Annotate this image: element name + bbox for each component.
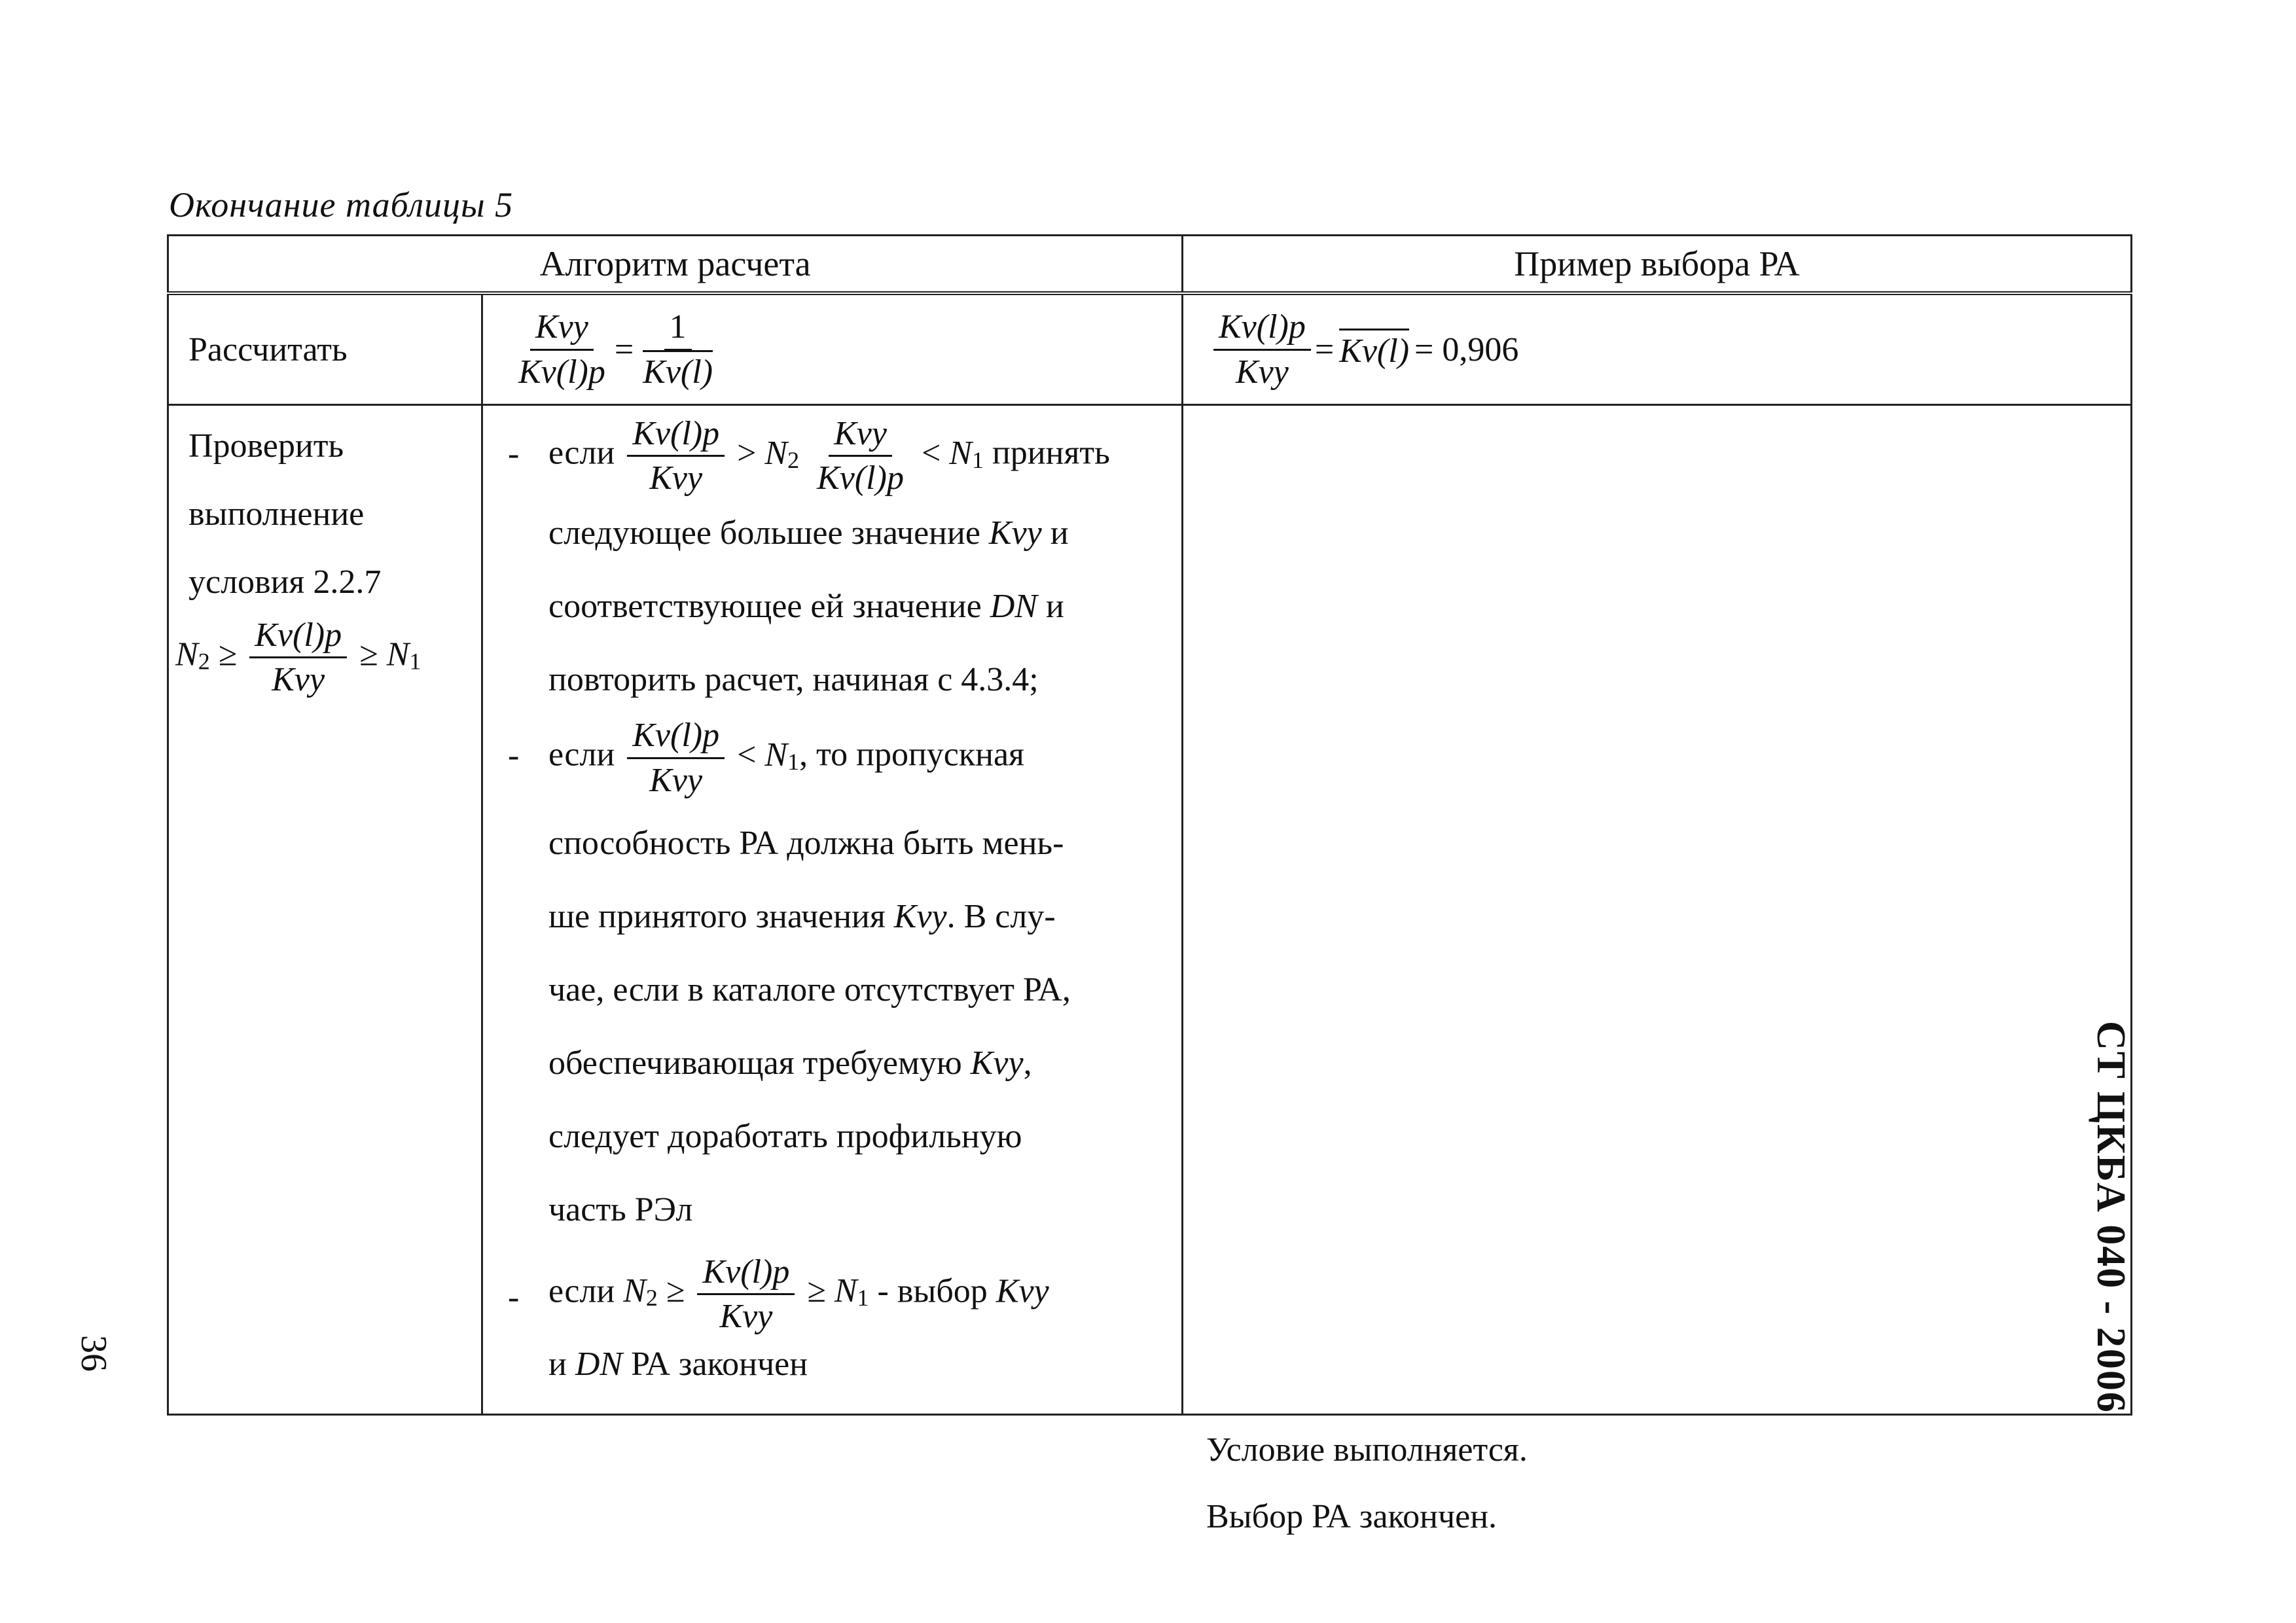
algorithm-table — [167, 234, 2132, 1535]
table-header-row — [168, 236, 2132, 294]
table-row-check — [168, 405, 2132, 1415]
calc-label: Рассчитать — [168, 293, 482, 405]
calc-example: $\frac{Kv(l)p}{\text{Kvy}}$ = Kv(l) = 0,906 — [1183, 293, 2132, 405]
fraction-one-over-kvl: $\frac{1}{Kv(l)}$ — [643, 308, 713, 391]
condition-formula: N2 ≥ $\frac{Kv(l)p}{\text{Kvy}}$ ≥ N1 — [175, 616, 422, 699]
example-line-2: Выбор РА закончен. — [1206, 1498, 1498, 1535]
table-row-calculate — [168, 293, 2132, 405]
algorithm-item-2: - если $\frac{Kv(l)p}{\text{Kvy}}$ < N1, то пропускная способность РА должна быть мень- ше принятого значения Kvy. В слу- чае, если в каталоге отсутствует РА, обеспечивающая требуемую Kvy, следует доработать профильную часть РЭл — [508, 717, 1071, 1228]
algorithm-item-1: - если $\frac{Kv(l)p}{\text{Kvy}}$ > N2 $\frac{\text{Kvy}}{Kv(l)p}$ < N1 принять следующее большее значение Kvy и соответствующее ей значение DN и повторить расчет, начиная с 4.3.4; — [508, 415, 1110, 699]
check-algorithm — [482, 405, 1183, 1415]
example-line-1: Условие выполняется. — [1206, 1431, 1528, 1469]
table-caption: Окончание таблицы 5 — [169, 185, 514, 224]
header-algorithm: Алгоритм расчета — [168, 236, 1183, 294]
algorithm-item-3: - если N2 ≥ $\frac{Kv(l)p}{\text{Kvy}}$ ≥ N1 - выбор Kvy и DN РА закончен — [508, 1253, 1049, 1383]
check-example — [1183, 405, 2132, 1535]
fraction-kvlp-over-kvy: $\frac{Kv(l)p}{\text{Kvy}}$ — [1213, 308, 1311, 390]
header-example: Пример выбора РА — [1183, 236, 2132, 294]
fraction-kvy-over-kvlp: $\frac{\text{Kvy}}{Kv(l)p}$ — [518, 308, 605, 391]
check-label: Проверить выполнение условия 2.2.7 N2 ≥ $\frac{Kv(l)p}{\text{Kvy}}$ ≥ N1 — [168, 405, 482, 1415]
calc-formula: $\frac{\text{Kvy}}{Kv(l)p}$ = $\frac{1}{Kv(l)}$ — [482, 293, 1183, 405]
